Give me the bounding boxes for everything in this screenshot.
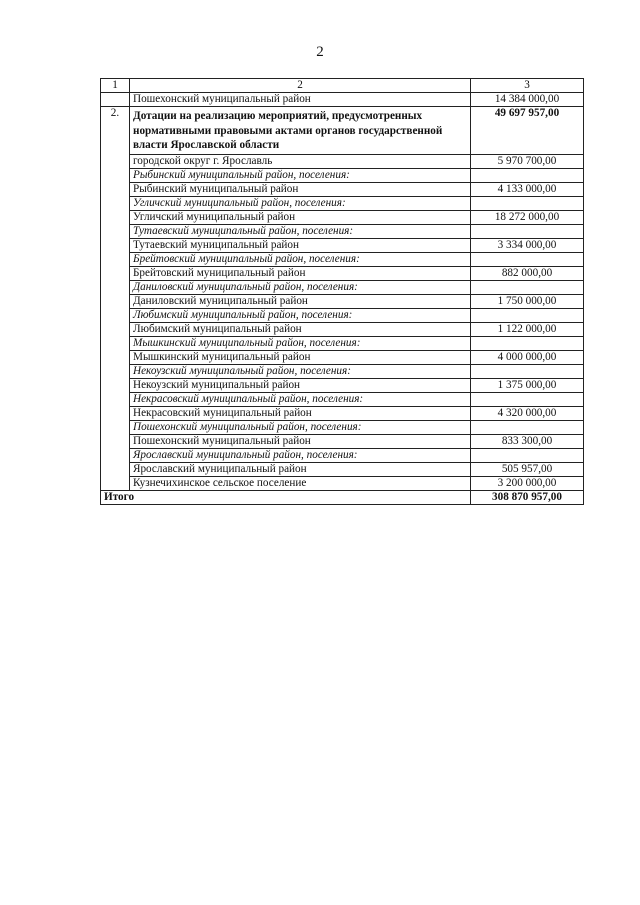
table-row bbox=[101, 322, 584, 336]
table-row bbox=[101, 182, 584, 196]
row-name: Рыбинский муниципальный район bbox=[130, 182, 471, 196]
table-row bbox=[101, 448, 584, 462]
row-amount: 1 122 000,00 bbox=[471, 322, 584, 336]
row-amount: 3 200 000,00 bbox=[471, 476, 584, 490]
table-row bbox=[101, 224, 584, 238]
row-name: Некрасовский муниципальный район bbox=[130, 406, 471, 420]
section-amount: 49 697 957,00 bbox=[471, 107, 584, 155]
row-name: Даниловский муниципальный район, поселения: bbox=[130, 280, 471, 294]
row-amount: 505 957,00 bbox=[471, 462, 584, 476]
row-amount: 833 300,00 bbox=[471, 434, 584, 448]
row-amount bbox=[471, 336, 584, 350]
row-name: Любимский муниципальный район, поселения: bbox=[130, 308, 471, 322]
row-name: Брейтовский муниципальный район bbox=[130, 266, 471, 280]
table-row bbox=[101, 378, 584, 392]
table-row bbox=[101, 294, 584, 308]
row-amount: 18 272 000,00 bbox=[471, 210, 584, 224]
row-amount bbox=[471, 364, 584, 378]
table-row bbox=[101, 154, 584, 168]
total-label: Итого bbox=[101, 490, 471, 504]
row-name: Любимский муниципальный район bbox=[130, 322, 471, 336]
row-name: Пошехонский муниципальный район bbox=[130, 434, 471, 448]
table-row bbox=[101, 252, 584, 266]
row-name: Угличский муниципальный район bbox=[130, 210, 471, 224]
header-col-2: 2 bbox=[130, 79, 471, 93]
row-name: Мышкинский муниципальный район bbox=[130, 350, 471, 364]
row-amount bbox=[471, 224, 584, 238]
page-number: 2 bbox=[316, 44, 324, 60]
row-name: Ярославский муниципальный район, поселения: bbox=[130, 448, 471, 462]
table-row bbox=[101, 476, 584, 490]
table-row bbox=[101, 406, 584, 420]
row-name: Тутаевский муниципальный район bbox=[130, 238, 471, 252]
row-amount bbox=[471, 196, 584, 210]
row-amount bbox=[471, 420, 584, 434]
row-name: Кузнечихинское сельское поселение bbox=[130, 476, 471, 490]
section-number: 2. bbox=[101, 107, 130, 491]
subsidy-table bbox=[100, 78, 584, 505]
header-col-3: 3 bbox=[471, 79, 584, 93]
row-number-cell bbox=[101, 93, 130, 107]
row-amount bbox=[471, 252, 584, 266]
section-row bbox=[101, 107, 584, 155]
table-row bbox=[101, 434, 584, 448]
table-row bbox=[101, 93, 584, 107]
row-name: Некоузский муниципальный район bbox=[130, 378, 471, 392]
row-amount: 4 320 000,00 bbox=[471, 406, 584, 420]
row-name: Пошехонский муниципальный район bbox=[130, 93, 471, 107]
total-row bbox=[101, 490, 584, 504]
table-row bbox=[101, 308, 584, 322]
row-amount bbox=[471, 280, 584, 294]
row-amount: 1 375 000,00 bbox=[471, 378, 584, 392]
row-name: Мышкинский муниципальный район, поселения: bbox=[130, 336, 471, 350]
row-amount: 14 384 000,00 bbox=[471, 93, 584, 107]
table-row bbox=[101, 266, 584, 280]
row-amount bbox=[471, 168, 584, 182]
row-amount: 1 750 000,00 bbox=[471, 294, 584, 308]
row-name: Некоузский муниципальный район, поселения: bbox=[130, 364, 471, 378]
table-row bbox=[101, 210, 584, 224]
row-name: Угличский муниципальный район, поселения: bbox=[130, 196, 471, 210]
row-amount: 882 000,00 bbox=[471, 266, 584, 280]
header-col-1: 1 bbox=[101, 79, 130, 93]
table-row bbox=[101, 350, 584, 364]
row-amount: 4 133 000,00 bbox=[471, 182, 584, 196]
row-name: Ярославский муниципальный район bbox=[130, 462, 471, 476]
row-name: городской округ г. Ярославль bbox=[130, 154, 471, 168]
row-name: Некрасовский муниципальный район, поселения: bbox=[130, 392, 471, 406]
total-amount: 308 870 957,00 bbox=[471, 490, 584, 504]
table-row bbox=[101, 280, 584, 294]
row-name: Рыбинский муниципальный район, поселения: bbox=[130, 168, 471, 182]
row-name: Пошехонский муниципальный район, поселения: bbox=[130, 420, 471, 434]
row-amount bbox=[471, 392, 584, 406]
table-row bbox=[101, 420, 584, 434]
table-row bbox=[101, 336, 584, 350]
row-name: Брейтовский муниципальный район, поселения: bbox=[130, 252, 471, 266]
row-amount: 4 000 000,00 bbox=[471, 350, 584, 364]
row-name: Даниловский муниципальный район bbox=[130, 294, 471, 308]
table-row bbox=[101, 462, 584, 476]
row-amount: 5 970 700,00 bbox=[471, 154, 584, 168]
row-amount: 3 334 000,00 bbox=[471, 238, 584, 252]
table-row bbox=[101, 392, 584, 406]
table-row bbox=[101, 196, 584, 210]
row-amount bbox=[471, 448, 584, 462]
row-name: Тутаевский муниципальный район, поселения: bbox=[130, 224, 471, 238]
table-row bbox=[101, 168, 584, 182]
row-amount bbox=[471, 308, 584, 322]
table-header-row bbox=[101, 79, 584, 93]
table-row bbox=[101, 238, 584, 252]
table-row bbox=[101, 364, 584, 378]
section-title: Дотации на реализацию мероприятий, предусмотренных нормативными правовыми актами органов государственной власти Ярославской области bbox=[130, 107, 471, 155]
